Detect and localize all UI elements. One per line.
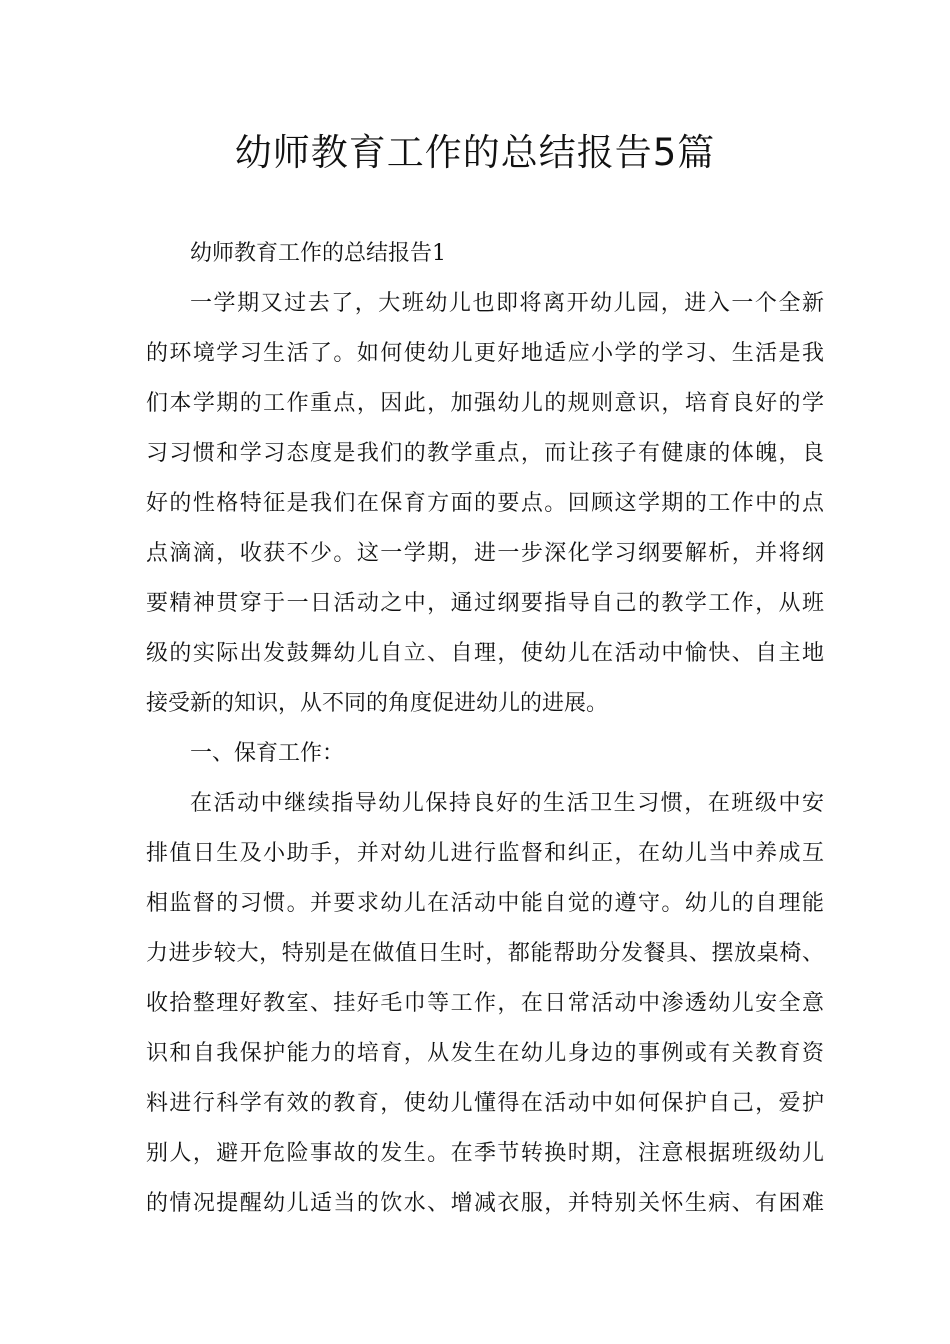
paragraph-line: 相监督的习惯。并要求幼儿在活动中能自觉的遵守。幼儿的自理能 [146, 891, 824, 916]
paragraph-line: 习习惯和学习态度是我们的教学重点，而让孩子有健康的体魄，良 [146, 441, 824, 466]
paragraph-line: 别人，避开危险事故的发生。在季节转换时期，注意根据班级幼儿 [146, 1141, 824, 1166]
paragraph-line: 要精神贯穿于一日活动之中，通过纲要指导自己的教学工作，从班 [146, 591, 824, 616]
document-body [146, 229, 824, 1229]
paragraph-line: 的环境学习生活了。如何使幼儿更好地适应小学的学习、生活是我 [146, 341, 824, 366]
paragraph-line: 点滴滴，收获不少。这一学期，进一步深化学习纲要解析，并将纲 [146, 541, 824, 566]
paragraph-line: 一学期又过去了，大班幼儿也即将离开幼儿园，进入一个全新 [190, 291, 824, 316]
paragraph-line: 识和自我保护能力的培育，从发生在幼儿身边的事例或有关教育资 [146, 1041, 824, 1066]
paragraph-line: 的情况提醒幼儿适当的饮水、增减衣服，并特别关怀生病、有困难 [146, 1191, 824, 1216]
paragraph-line: 收拾整理好教室、挂好毛巾等工作，在日常活动中渗透幼儿安全意 [146, 991, 824, 1016]
paragraph-line: 在活动中继续指导幼儿保持良好的生活卫生习惯，在班级中安 [190, 791, 824, 816]
paragraph-line: 级的实际出发鼓舞幼儿自立、自理，使幼儿在活动中愉快、自主地 [146, 641, 824, 666]
paragraph-line: 接受新的知识，从不同的角度促进幼儿的进展。 [146, 691, 609, 716]
section-heading: 幼师教育工作的总结报告1 [190, 241, 446, 266]
paragraph-line: 好的性格特征是我们在保育方面的要点。回顾这学期的工作中的点 [146, 491, 824, 516]
paragraph-line: 们本学期的工作重点，因此，加强幼儿的规则意识，培育良好的学 [146, 391, 824, 416]
paragraph-line: 料进行科学有效的教育，使幼儿懂得在活动中如何保护自己，爱护 [146, 1091, 824, 1116]
document-title: 幼师教育工作的总结报告5篇 [234, 131, 716, 174]
subsection-heading: 一、保育工作： [190, 741, 345, 766]
paragraph-line: 力进步较大，特别是在做值日生时，都能帮助分发餐具、摆放桌椅、 [146, 941, 824, 966]
paragraph-line: 排值日生及小助手，并对幼儿进行监督和纠正，在幼儿当中养成互 [146, 841, 824, 866]
